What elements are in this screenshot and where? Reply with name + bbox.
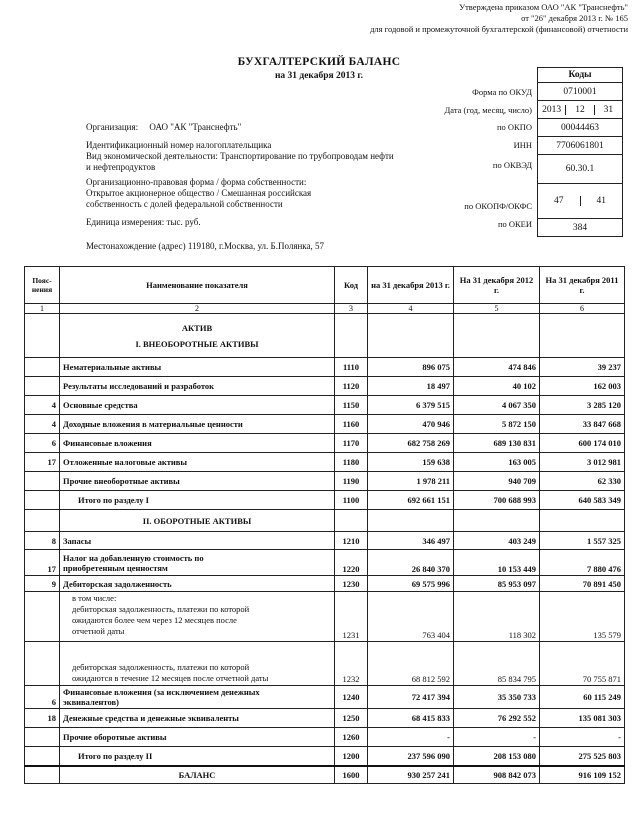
- date-label: Дата (год, месяц, число): [444, 105, 532, 115]
- table-row: [25, 592, 625, 642]
- total-row: [25, 747, 625, 766]
- row-name: [60, 592, 335, 642]
- value-2012: 208 153 080: [454, 747, 540, 766]
- row-code: 1260: [335, 728, 368, 747]
- value-2011: 70 891 450: [540, 576, 625, 592]
- row-code: 1120: [335, 377, 368, 396]
- value-2011: 135 081 303: [540, 709, 625, 728]
- value-2012: 85 953 097: [454, 576, 540, 592]
- okopf-label: по ОКОПФ/ОКФС: [464, 201, 532, 211]
- row-code: 1200: [335, 747, 368, 766]
- col-header-2011: На 31 декабря 2011 г.: [540, 267, 625, 304]
- table-row: [25, 396, 625, 415]
- value-2011: 39 237: [540, 358, 625, 377]
- value-2011: 162 003: [540, 377, 625, 396]
- approval-note: [368, 2, 628, 35]
- row-code: 1220: [335, 550, 368, 576]
- row-name-line-1: Налог на добавленную стоимость по: [63, 552, 204, 563]
- row-name: Основные средства: [60, 396, 335, 415]
- value-2012: -: [454, 728, 540, 747]
- codes-table: [537, 67, 623, 237]
- value-2011: 135 579: [540, 592, 625, 642]
- value-2013: 18 497: [368, 377, 454, 396]
- value-2012: 163 005: [454, 453, 540, 472]
- row-code: 1100: [335, 491, 368, 510]
- value-2012: 40 102: [454, 377, 540, 396]
- col-index: 4: [368, 304, 454, 314]
- value-2013: 763 404: [368, 592, 454, 642]
- approval-line-2: от "26" декабря 2013 г. № 165: [521, 13, 628, 23]
- row-note: 6: [25, 434, 60, 453]
- value-2013: 692 661 151: [368, 491, 454, 510]
- inn-code: 7706061801: [538, 137, 623, 155]
- row-code: 1210: [335, 532, 368, 550]
- row-code: 1170: [335, 434, 368, 453]
- value-2011: -: [540, 728, 625, 747]
- row-note: [25, 377, 60, 396]
- row-name-line-1: дебиторская задолженность, платежи по которой: [72, 604, 250, 614]
- section-2-title: II. ОБОРОТНЫЕ АКТИВЫ: [60, 510, 335, 532]
- table-row: [25, 358, 625, 377]
- col-index: 5: [454, 304, 540, 314]
- value-2013: 1 978 211: [368, 472, 454, 491]
- row-name-line-1: Финансовые вложения (за исключением денежных: [63, 687, 260, 697]
- row-name: Результаты исследований и разработок: [60, 377, 335, 396]
- col-index: 2: [60, 304, 335, 314]
- address: Местонахождение (адрес) 119180, г.Москва, ул. Б.Полянка, 57: [86, 241, 325, 251]
- value-2012: 118 302: [454, 592, 540, 642]
- row-name: Прочие оборотные активы: [60, 728, 335, 747]
- approval-line-3: для годовой и промежуточной бухгалтерской (финансовой) отчетности: [370, 24, 628, 34]
- col-header-note: Пояс-нения: [25, 267, 60, 304]
- row-note: [25, 766, 60, 784]
- balance-table: [24, 266, 625, 784]
- okei-label: по ОКЕИ: [497, 219, 532, 229]
- col-index: 6: [540, 304, 625, 314]
- value-2013: 930 257 241: [368, 766, 454, 784]
- row-code: 1180: [335, 453, 368, 472]
- table-row: [25, 453, 625, 472]
- value-2012: 5 872 150: [454, 415, 540, 434]
- legal-form-line-1: Организационно-правовая форма / форма собственности:: [86, 177, 307, 187]
- value-2011: 3 285 120: [540, 396, 625, 415]
- table-row: [25, 709, 625, 728]
- value-2013: 682 758 269: [368, 434, 454, 453]
- value-2013: 159 638: [368, 453, 454, 472]
- column-index-row: [25, 304, 625, 314]
- value-2012: 4 067 350: [454, 396, 540, 415]
- value-2011: 62 330: [540, 472, 625, 491]
- value-2011: 916 109 152: [540, 766, 625, 784]
- value-2012: 403 249: [454, 532, 540, 550]
- balance-total-row: [25, 766, 625, 784]
- okei-code: 384: [538, 219, 623, 237]
- value-2012: 35 350 733: [454, 686, 540, 709]
- value-2011: 33 847 668: [540, 415, 625, 434]
- value-2013: 69 575 996: [368, 576, 454, 592]
- value-2013: -: [368, 728, 454, 747]
- row-note: 18: [25, 709, 60, 728]
- row-note: 9: [25, 576, 60, 592]
- value-2013: 346 497: [368, 532, 454, 550]
- col-index: 3: [335, 304, 368, 314]
- row-code: 1231: [335, 592, 368, 642]
- value-2011: 275 525 803: [540, 747, 625, 766]
- row-note: [25, 491, 60, 510]
- value-2011: 70 755 871: [540, 642, 625, 686]
- col-header-2013: на 31 декабря 2013 г.: [368, 267, 454, 304]
- row-name: Нематериальные активы: [60, 358, 335, 377]
- row-name-line-2: ожидаются в течение 12 месяцев после отчетной даты: [72, 673, 269, 683]
- okved-label: по ОКВЭД: [492, 160, 532, 170]
- value-2012: 940 709: [454, 472, 540, 491]
- document-title: БУХГАЛТЕРСКИЙ БАЛАНС: [237, 56, 401, 68]
- activity-line-1: Вид экономической деятельности: Транспортирование по трубопроводам нефти: [86, 151, 394, 161]
- table-row: [25, 728, 625, 747]
- value-2013: 26 840 370: [368, 550, 454, 576]
- row-name-line-2: приобретенным ценностям: [63, 562, 168, 573]
- okved-code: 60.30.1: [538, 155, 623, 184]
- row-note: 8: [25, 532, 60, 550]
- document-date: на 31 декабря 2013 г.: [274, 71, 364, 81]
- row-code: 1232: [335, 642, 368, 686]
- value-2012: 10 153 449: [454, 550, 540, 576]
- okpo-label: по ОКПО: [496, 122, 532, 132]
- inn-description: Идентификационный номер налогоплательщика: [86, 140, 272, 150]
- date-day: 31: [594, 105, 622, 115]
- value-2012: 85 834 795: [454, 642, 540, 686]
- activity-line-2: и нефтепродуктов: [86, 162, 156, 172]
- value-2012: 689 130 831: [454, 434, 540, 453]
- value-2011: 60 115 249: [540, 686, 625, 709]
- row-name: [60, 550, 335, 576]
- table-row: [25, 686, 625, 709]
- value-2013: 237 596 090: [368, 747, 454, 766]
- row-code: 1110: [335, 358, 368, 377]
- col-header-2012: На 31 декабря 2012 г.: [454, 267, 540, 304]
- table-row: [25, 434, 625, 453]
- row-name: Итого по разделу II: [60, 747, 335, 766]
- row-note: [25, 728, 60, 747]
- col-index: 1: [25, 304, 60, 314]
- org-name: ОАО "АК "Транснефть": [149, 122, 242, 132]
- value-2013: 72 417 394: [368, 686, 454, 709]
- row-name-line-2: эквивалентов): [63, 697, 119, 707]
- value-2012: 474 846: [454, 358, 540, 377]
- table-row: [25, 642, 625, 686]
- section-header: [60, 314, 335, 358]
- table-row: [25, 415, 625, 434]
- row-note: [25, 747, 60, 766]
- okopf-code: [538, 184, 623, 219]
- row-name: Итого по разделу I: [60, 491, 335, 510]
- okopf-value: 47: [554, 196, 564, 206]
- row-code: 1250: [335, 709, 368, 728]
- table-row: [25, 550, 625, 576]
- section-1-title: I. ВНЕОБОРОТНЫЕ АКТИВЫ: [135, 338, 259, 349]
- row-note: 17: [25, 550, 60, 576]
- table-row: [25, 576, 625, 592]
- org-label: Организация:: [86, 122, 139, 132]
- row-code: 1150: [335, 396, 368, 415]
- row-note: [25, 472, 60, 491]
- section-header-row: [25, 314, 625, 358]
- value-2012: 908 842 073: [454, 766, 540, 784]
- row-code: 1160: [335, 415, 368, 434]
- row-name: Финансовые вложения: [60, 434, 335, 453]
- row-name: Прочие внеоборотные активы: [60, 472, 335, 491]
- including-label: в том числе:: [72, 593, 117, 603]
- okfs-value: 41: [580, 196, 623, 206]
- row-note: 4: [25, 415, 60, 434]
- date-month: 12: [565, 105, 593, 115]
- row-note: 17: [25, 453, 60, 472]
- approval-line-1: Утверждена приказом ОАО "АК "Транснефть": [459, 2, 628, 12]
- okpo-code: 00044463: [538, 119, 623, 137]
- row-name: Доходные вложения в материальные ценности: [60, 415, 335, 434]
- table-row: [25, 377, 625, 396]
- row-code: 1190: [335, 472, 368, 491]
- row-name: [60, 642, 335, 686]
- value-2012: 76 292 552: [454, 709, 540, 728]
- row-name: БАЛАНС: [60, 766, 335, 784]
- legal-form-line-2: Открытое акционерное общество / Смешанная российская: [86, 188, 312, 198]
- row-name: Денежные средства и денежные эквиваленты: [60, 709, 335, 728]
- inn-label: ИНН: [513, 140, 532, 150]
- col-header-name: Наименование показателя: [60, 267, 335, 304]
- date-year: 2013: [542, 104, 562, 115]
- row-code: 1240: [335, 686, 368, 709]
- org-row: [86, 122, 241, 133]
- row-name-line-1: дебиторская задолженность, платежи по которой: [72, 662, 250, 672]
- value-2013: 68 415 833: [368, 709, 454, 728]
- value-2011: 600 174 010: [540, 434, 625, 453]
- row-code: 1230: [335, 576, 368, 592]
- value-2013: 68 812 592: [368, 642, 454, 686]
- value-2013: 470 946: [368, 415, 454, 434]
- value-2011: 3 012 981: [540, 453, 625, 472]
- row-name: [60, 686, 335, 709]
- total-row: [25, 491, 625, 510]
- row-name-line-2: ожидаются более чем через 12 месяцев после: [72, 615, 237, 625]
- legal-form-line-3: собственность с долей федеральной собственности: [86, 199, 283, 209]
- assets-title: АКТИВ: [181, 322, 213, 333]
- row-code: 1600: [335, 766, 368, 784]
- value-2013: 896 075: [368, 358, 454, 377]
- table-row: [25, 532, 625, 550]
- value-2013: 6 379 515: [368, 396, 454, 415]
- table-row: [25, 472, 625, 491]
- row-name: Отложенные налоговые активы: [60, 453, 335, 472]
- okud-label: Форма по ОКУД: [472, 87, 532, 97]
- value-2011: 1 557 325: [540, 532, 625, 550]
- value-2011: 7 880 476: [540, 550, 625, 576]
- unit-of-measure: Единица измерения: тыс. руб.: [86, 217, 201, 227]
- row-name: Дебиторская задолженность: [60, 576, 335, 592]
- row-name-line-3: отчетной даты: [72, 626, 125, 636]
- row-note: [25, 358, 60, 377]
- section-header-row: [25, 510, 625, 532]
- row-name: Запасы: [60, 532, 335, 550]
- table-header-row: [25, 267, 625, 304]
- row-note: 4: [25, 396, 60, 415]
- date-code: [538, 101, 623, 119]
- row-note: 6: [25, 686, 60, 709]
- value-2012: 700 688 993: [454, 491, 540, 510]
- value-2011: 640 583 349: [540, 491, 625, 510]
- okud-code: 0710001: [538, 83, 623, 101]
- col-header-code: Код: [335, 267, 368, 304]
- codes-header: Коды: [538, 68, 623, 83]
